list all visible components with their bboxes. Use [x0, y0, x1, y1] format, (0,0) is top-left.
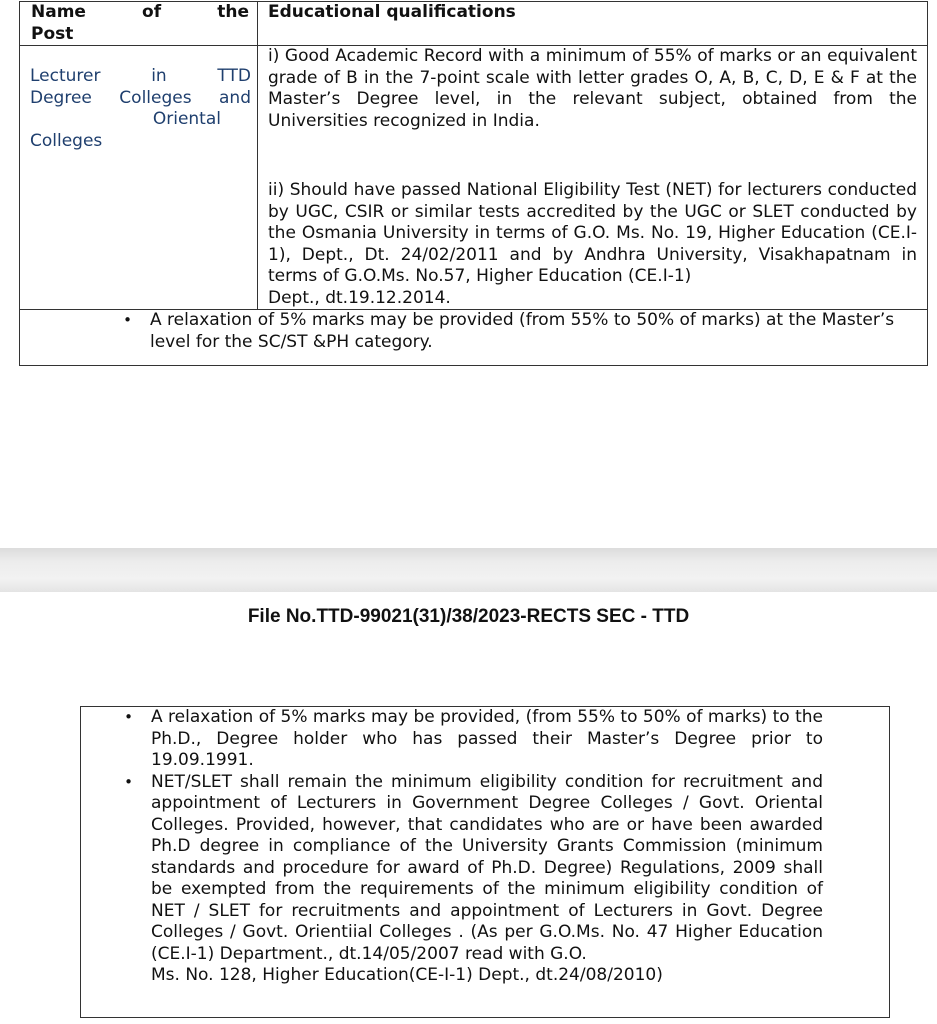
table-row	[20, 46, 928, 310]
relaxation-row	[20, 310, 928, 366]
table-header-row	[20, 2, 928, 46]
header-post-line2: Post	[31, 23, 74, 44]
list-item	[81, 772, 889, 987]
qualification-item-2: ii) Should have passed National Eligibility Test (NET) for lecturers conducted by UGC, CSIR or similar tests accredited by the UGC or SLET conducted by the Osmania University in terms of G.O. Ms. No. 19, Higher Education (CE.I-1), Dept., Dt. 24/02/2011 and by Andhra University, Visakhapatnam in terms of G.O.Ms. No.57, Higher Education (CE.I-1)	[268, 180, 917, 286]
page-separator	[0, 548, 937, 592]
post-name-line1: Lecturer in TTD	[30, 66, 251, 86]
list-item	[81, 707, 889, 772]
notes-list	[81, 707, 889, 987]
note-text-1: A relaxation of 5% marks may be provided, (from 55% to 50% of marks) to the Ph.D., Degree holder who has passed their Master’s Degree prior to 19.09.1991.	[151, 707, 823, 770]
note-text-2-wrapper	[151, 772, 823, 987]
header-post	[20, 2, 258, 46]
qualifications-table	[19, 1, 928, 366]
note-text-2: NET/SLET shall remain the minimum eligibility condition for recruitment and appointment of Lecturers in Government Degree Colleges / Govt. Oriental Colleges. Provided, however, that candidates who are or have been awarded Ph.D degree in compliance of the University Grants Commission (minimum standards and procedure for award of Ph.D. Degree) Regulations, 2009 shall be exempted from the requirements of the minimum eligibility condition of NET / SLET for recruitments and appointment of Lecturers in Govt. Degree Colleges / Govt. Orientiial Colleges . (As per G.O.Ms. No. 47 Higher Education (CE.I-1) Department., dt.14/05/2007 read with G.O.	[151, 771, 823, 964]
header-qualifications: Educational qualifications	[258, 2, 928, 46]
document-page-2	[0, 592, 937, 1024]
file-number-heading: File No.TTD-99021(31)/38/2023-RECTS SEC - TTD	[247, 606, 690, 627]
bullet-icon: •	[124, 772, 133, 791]
post-name-cell	[20, 46, 258, 310]
notes-box	[80, 706, 890, 1018]
qualification-cell	[258, 46, 928, 310]
header-post-line1: Name of the	[31, 2, 249, 22]
post-name-line3: Oriental	[152, 109, 221, 129]
relaxation-note: A relaxation of 5% marks may be provided (from 55% to 50% of marks) at the Master’s level for the SC/ST &PH category.	[150, 310, 895, 352]
qualification-item-1: i) Good Academic Record with a minimum of 55% of marks or an equivalent grade of B in the 7-point scale with letter grades O, A, B, C, D, E & F at the Master’s Degree level, in the relevant subject, obtained from the Universities recognized in India.	[268, 46, 917, 131]
bullet-icon: •	[123, 311, 132, 329]
relaxation-list-item	[20, 310, 927, 353]
qualification-item-2-dept: Dept., dt.19.12.2014.	[268, 287, 451, 308]
post-name-line4: Colleges	[30, 130, 103, 151]
bullet-icon: •	[124, 708, 133, 726]
relaxation-cell	[20, 310, 928, 366]
note-text-2-end: Ms. No. 128, Higher Education(CE-I-1) Dept., dt.24/08/2010)	[151, 965, 663, 985]
post-name-line2: Degree Colleges and	[30, 87, 251, 108]
